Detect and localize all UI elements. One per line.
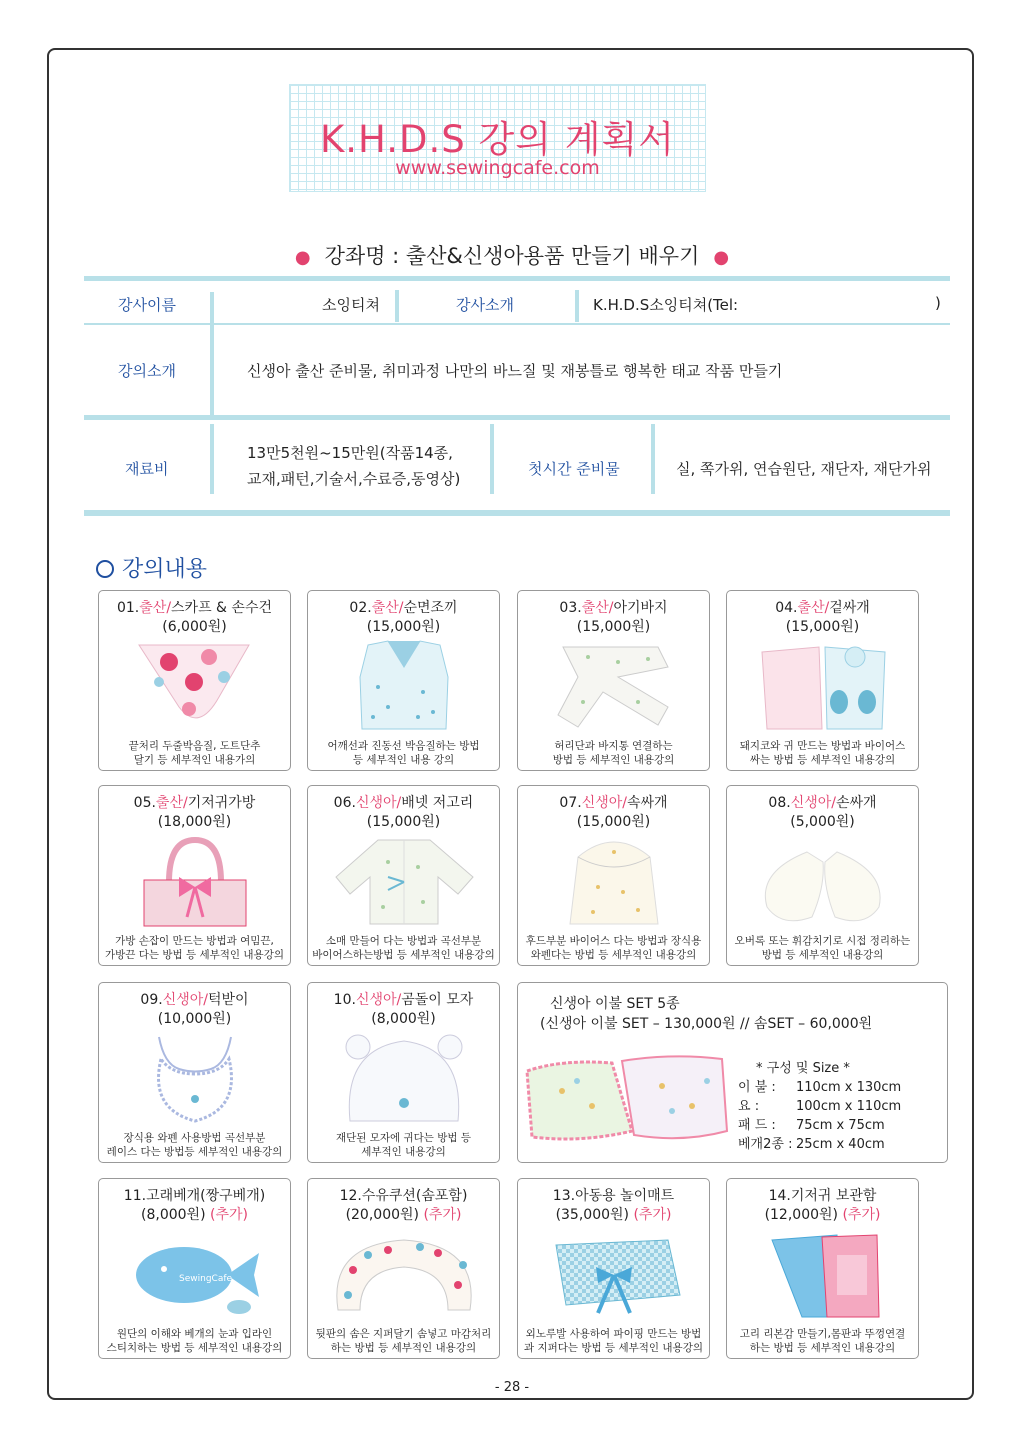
item-price: (15,000원) — [366, 619, 441, 635]
item-description: 외노루발 사용하여 파이핑 만드는 방법 과 지퍼다는 방법 등 세부적인 내용강의 — [524, 1328, 703, 1354]
lecture-intro-value: 신생아 출산 준비물, 취미과정 나만의 바느질 및 재봉틀로 행복한 태교 작품 만들기 — [247, 362, 783, 380]
item-title: 14.기저귀 보관함 — [768, 1188, 877, 1204]
table-divider — [395, 290, 399, 322]
play-mat-image — [518, 1225, 711, 1321]
circle-bullet-icon — [96, 560, 114, 578]
item-price: (20,000원) (추가) — [345, 1207, 462, 1223]
table-rule — [84, 510, 950, 516]
table-divider — [575, 290, 579, 322]
item-title: 13.아동용 놀이매트 — [552, 1188, 675, 1204]
swaddle-wrap-image — [727, 637, 920, 733]
item-card[interactable] — [517, 785, 710, 966]
item-price: (15,000원) — [576, 814, 651, 830]
section-heading-text: 강의내용 — [122, 557, 208, 582]
item-card[interactable] — [98, 590, 291, 771]
item-title: 02.출산/순면조끼 — [349, 600, 458, 616]
item-card[interactable] — [307, 785, 500, 966]
item-title: 12.수유쿠션(솜포함) — [339, 1188, 468, 1204]
item-description: 가방 손잡이 만드는 방법과 여밈끈, 가방끈 다는 방법 등 세부적인 내용강의 — [105, 935, 284, 961]
spec-row: 패 드 : 75cm x 75cm — [738, 1118, 885, 1133]
diaper-bag-image — [99, 832, 292, 928]
bedding-spec — [738, 1059, 901, 1154]
newborn-top-image — [308, 832, 501, 928]
scarf-image — [99, 637, 292, 733]
spec-title: * 구성 및 Size * — [756, 1061, 850, 1076]
item-card[interactable] — [98, 982, 291, 1163]
item-price: (12,000원) (추가) — [764, 1207, 881, 1223]
item-card[interactable] — [307, 982, 500, 1163]
spec-row: 이 불 : 110cm x 130cm — [738, 1080, 902, 1095]
item-card[interactable] — [98, 1178, 291, 1359]
material-fee-line1: 13만5천원~15만원(작품14종, — [247, 444, 453, 462]
item-price: (6,000원) — [162, 619, 227, 635]
item-description: 소매 만들어 다는 방법과 곡선부분 바이어스하는방법 등 세부적인 내용강의 — [312, 935, 495, 961]
title-banner — [289, 84, 706, 192]
item-card[interactable] — [517, 590, 710, 771]
item-title: 08.신생아/손싸개 — [768, 795, 877, 811]
item-card[interactable] — [726, 590, 919, 771]
item-card[interactable] — [726, 1178, 919, 1359]
material-fee-label: 재료비 — [125, 460, 169, 478]
item-card[interactable] — [517, 1178, 710, 1359]
bedding-set-price: (신생아 이불 SET – 130,000원 // 솜SET – 60,000원 — [540, 1016, 873, 1032]
table-divider — [490, 424, 494, 494]
bedding-set-image — [522, 1051, 732, 1147]
table-divider — [651, 424, 655, 494]
spec-row: 요 : 100cm x 110cm — [738, 1099, 902, 1114]
item-card[interactable] — [98, 785, 291, 966]
item-description: 오버록 또는 휘감치기로 시접 정리하는 방법 등 세부적인 내용강의 — [734, 935, 911, 961]
item-price: (18,000원) — [157, 814, 232, 830]
whale-pillow-image — [99, 1225, 292, 1321]
website-url[interactable]: www.sewingcafe.com — [395, 157, 600, 179]
instructor-intro-close: ) — [935, 294, 941, 312]
item-price: (15,000원) — [576, 619, 651, 635]
pillow-logo: SewingCafe — [179, 1274, 233, 1284]
table-divider — [210, 292, 214, 416]
item-description: 허리단과 바지통 연결하는 방법 등 세부적인 내용강의 — [552, 740, 675, 766]
baby-bib-image — [99, 1029, 292, 1125]
lecture-intro-label: 강의소개 — [118, 362, 176, 380]
item-description: 돼지코와 귀 만드는 방법과 바이어스 싸는 방법 등 세부적인 내용강의 — [739, 740, 906, 766]
item-price: (8,000원) (추가) — [141, 1207, 248, 1223]
item-description: 후드부분 바이어스 다는 방법과 장식용 와펜다는 방법 등 세부적인 내용강의 — [525, 935, 702, 961]
item-price: (35,000원) (추가) — [555, 1207, 672, 1223]
item-title: 11.고래베개(짱구베개) — [123, 1188, 266, 1204]
instructor-name: 소잉티쳐 — [322, 296, 380, 314]
item-title: 07.신생아/속싸개 — [559, 795, 668, 811]
course-title — [0, 240, 1024, 270]
item-card[interactable] — [307, 1178, 500, 1359]
bedding-set-card[interactable] — [517, 982, 948, 1163]
item-description: 뒷판의 솜은 지퍼달기 솜넣고 마감처리 하는 방법 등 세부적인 내용강의 — [315, 1328, 492, 1354]
material-fee-line2: 교재,패턴,기술서,수료증,동영상) — [247, 470, 461, 488]
spec-row: 베개2종 : 25cm x 40cm — [738, 1137, 885, 1152]
document-title: K.H.D.S 강의 계획서 — [320, 118, 675, 161]
item-title: 05.출산/기저귀가방 — [133, 795, 256, 811]
first-class-prep-value: 실, 쪽가위, 연습원단, 재단자, 재단가위 — [676, 460, 932, 478]
course-title-text: 강좌명 : 출산&신생아용품 만들기 배우기 — [324, 244, 700, 268]
vest-image — [308, 637, 501, 733]
item-title: 03.출산/아기바지 — [559, 600, 668, 616]
item-description: 고리 리본감 만들기,몸판과 뚜껑연결 하는 방법 등 세부적인 내용강의 — [739, 1328, 906, 1354]
first-class-prep-label: 첫시간 준비물 — [528, 460, 620, 478]
bear-hat-image — [308, 1029, 501, 1125]
bullet-dot-icon: ● — [713, 247, 730, 268]
item-card[interactable] — [307, 590, 500, 771]
item-description: 어깨선과 진동선 박음질하는 방법 등 세부적인 내용 강의 — [327, 740, 480, 766]
item-title: 06.신생아/배넷 저고리 — [333, 795, 474, 811]
baby-mittens-image — [727, 832, 920, 928]
item-title: 09.신생아/턱받이 — [140, 992, 249, 1008]
inner-swaddle-image — [518, 832, 711, 928]
item-price: (15,000원) — [785, 619, 860, 635]
item-price: (15,000원) — [366, 814, 441, 830]
item-description: 원단의 이해와 베개의 눈과 입라인 스티치하는 방법 등 세부적인 내용강의 — [106, 1328, 283, 1354]
item-price: (5,000원) — [790, 814, 855, 830]
bedding-set-title: 신생아 이불 SET 5종 — [550, 996, 680, 1012]
baby-pants-image — [518, 637, 711, 733]
item-description: 재단된 모자에 귀다는 방법 등 세부적인 내용강의 — [335, 1132, 472, 1158]
diaper-holder-image — [727, 1225, 920, 1321]
table-rule — [84, 276, 950, 281]
instructor-intro-value: K.H.D.S소잉티쳐(Tel: — [593, 296, 739, 314]
item-card[interactable] — [726, 785, 919, 966]
item-price: (10,000원) — [157, 1011, 232, 1027]
item-title: 04.출산/겉싸개 — [775, 600, 870, 616]
item-description: 끝처리 두줄박음질, 도트단추 달기 등 세부적인 내용가의 — [128, 740, 261, 766]
item-title: 10.신생아/곰돌이 모자 — [333, 992, 474, 1008]
nursing-cushion-image — [308, 1225, 501, 1321]
item-description: 장식용 와펜 사용방법 곡선부분 레이스 다는 방법등 세부적인 내용강의 — [106, 1132, 283, 1158]
instructor-intro-label: 강사소개 — [456, 296, 514, 314]
section-heading — [96, 552, 207, 583]
item-price: (8,000원) — [371, 1011, 436, 1027]
table-divider — [210, 424, 214, 494]
page-number: - 28 - — [494, 1380, 530, 1395]
bullet-dot-icon: ● — [294, 247, 311, 268]
item-title: 01.출산/스카프 & 손수건 — [116, 600, 272, 616]
instructor-label: 강사이름 — [118, 296, 176, 314]
